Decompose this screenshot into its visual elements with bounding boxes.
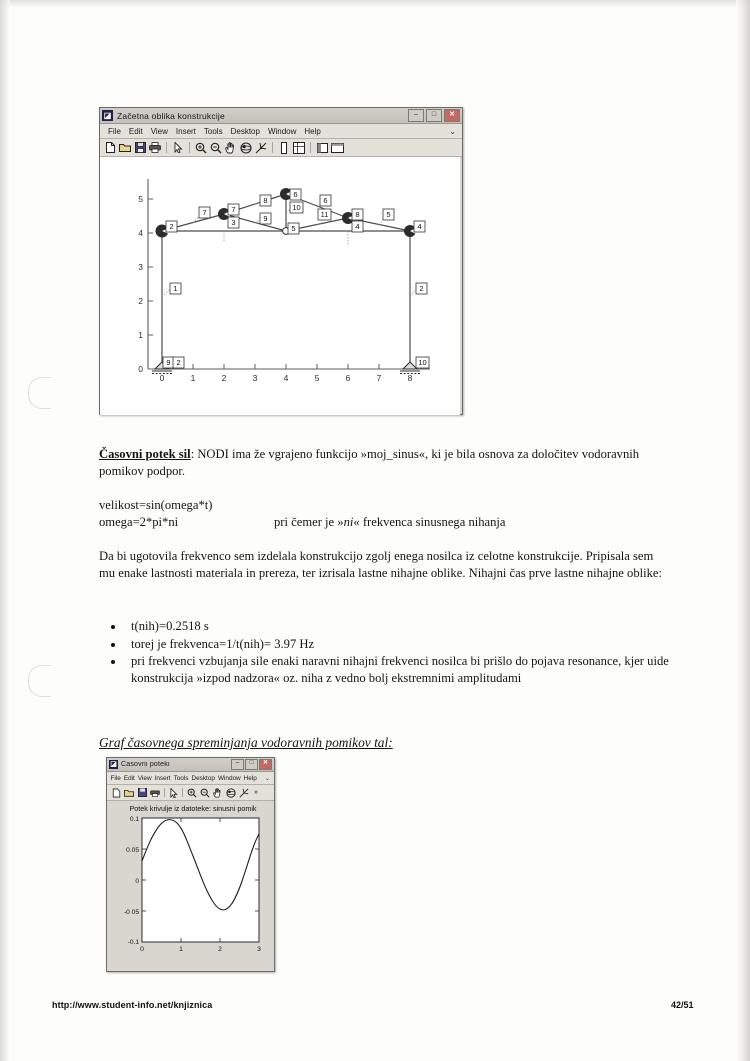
svg-text:2: 2 — [419, 284, 424, 293]
matlab-icon: ◪ — [110, 760, 117, 768]
menu-item-edit[interactable]: Edit — [128, 126, 143, 136]
menu-item-window[interactable]: Window — [267, 126, 297, 136]
toolbar-separator-3 — [272, 142, 273, 153]
svg-text:9: 9 — [166, 358, 171, 367]
formula-note — [274, 514, 506, 531]
formula-note-prefix: pri čemer je » — [274, 514, 344, 529]
toolbar-separator-1 — [166, 142, 167, 153]
maximize-button-figure-1[interactable]: □ — [426, 109, 442, 122]
window-title-figure-2: Časovni poteki — [121, 761, 170, 768]
toolbar-figure-1[interactable] — [100, 139, 462, 157]
svg-text:3: 3 — [257, 946, 261, 953]
sinusni-pomik-plot — [107, 801, 272, 971]
toolbar-overflow-icon[interactable]: » — [254, 789, 258, 796]
svg-text:11: 11 — [320, 210, 329, 219]
svg-text:8: 8 — [263, 196, 268, 205]
titlebar-figure-1[interactable] — [100, 108, 462, 124]
close-button-figure-2[interactable]: ✕ — [259, 759, 272, 770]
toolbar-separator-2 — [182, 788, 183, 797]
svg-text:8: 8 — [407, 373, 413, 383]
toolbar-separator-4 — [310, 142, 311, 153]
paragraph-lead-label: Časovni potek sil — [99, 447, 191, 461]
show-plot-tools-icon[interactable] — [330, 141, 344, 154]
svg-text:4: 4 — [417, 222, 422, 231]
menubar-overflow-icon[interactable]: ⌄ — [449, 126, 456, 136]
svg-text:7: 7 — [376, 373, 382, 383]
formula-velikost — [99, 497, 654, 530]
pan-icon[interactable] — [224, 141, 238, 154]
frame-structure-plot — [100, 157, 460, 415]
svg-text:8: 8 — [355, 210, 360, 219]
svg-text:4: 4 — [138, 228, 143, 238]
menubar-figure-1[interactable] — [100, 124, 462, 139]
close-button-figure-1[interactable]: ✕ — [444, 109, 460, 122]
svg-text:6: 6 — [323, 196, 328, 205]
print-figure-icon[interactable] — [148, 141, 162, 154]
svg-text:1: 1 — [190, 373, 196, 383]
svg-text:0: 0 — [159, 373, 165, 383]
hide-plot-tools-icon[interactable] — [315, 141, 329, 154]
list-item: • torej je frekvenca=1/t(nih)= 3.97 Hz — [125, 636, 700, 653]
paragraph-frekvenca: Da bi ugotovila frekvenco sem izdelala konstrukcijo zgolj enega nosilca iz celotne konstrukcije. Pripisala sem mu enake lastnosti materiala in prereza, ter izrisala lastne nihajne oblike. Nihajni čas prve lastne nihajne oblike: — [99, 549, 663, 580]
footer-page-number: 42/51 — [671, 1000, 694, 1010]
toolbar-separator-2 — [189, 142, 190, 153]
window-controls-figure-2[interactable] — [231, 759, 272, 770]
formula-line-2: omega=2*pi*ni — [99, 514, 179, 529]
menu-item-help[interactable]: Help — [304, 126, 321, 136]
scan-edge-top — [0, 0, 750, 8]
zoom-out-icon[interactable] — [199, 786, 211, 799]
menu-item-window[interactable]: Window — [217, 774, 241, 782]
svg-text:2: 2 — [218, 946, 222, 953]
svg-text:6: 6 — [345, 373, 351, 383]
svg-text:10: 10 — [418, 358, 427, 367]
svg-text:3: 3 — [231, 218, 236, 227]
svg-text:2: 2 — [176, 358, 181, 367]
formula-line-1: velikost=sin(omega*t) — [99, 498, 213, 512]
list-item: • t(nih)=0.2518 s — [125, 618, 700, 635]
pan-icon[interactable] — [212, 786, 224, 799]
svg-text:0: 0 — [135, 878, 139, 885]
scan-edge-left — [0, 0, 10, 1061]
data-cursor-icon[interactable] — [238, 786, 250, 799]
formula-note-italic: ni — [343, 514, 354, 529]
menu-item-view[interactable]: View — [150, 126, 168, 136]
svg-text:-0.1: -0.1 — [127, 939, 139, 946]
menu-item-view[interactable]: View — [137, 774, 152, 782]
menu-item-edit[interactable]: Edit — [123, 774, 135, 782]
window-controls-figure-1[interactable] — [408, 109, 460, 122]
figure-1-plot-canvas — [100, 157, 460, 415]
hole-punch-mark-top — [28, 377, 51, 409]
menu-item-tools[interactable]: Tools — [203, 126, 223, 136]
rotate-3d-icon[interactable] — [225, 786, 237, 799]
menu-item-tools[interactable]: Tools — [173, 774, 189, 782]
figure-2-plot-canvas — [107, 801, 272, 971]
hole-punch-mark-bottom — [28, 665, 51, 697]
svg-text:6: 6 — [293, 190, 298, 199]
svg-text:0.05: 0.05 — [126, 847, 139, 854]
menu-item-insert[interactable]: Insert — [154, 774, 171, 782]
pointer-icon[interactable] — [171, 141, 185, 154]
svg-text:2: 2 — [169, 222, 174, 231]
svg-text:7: 7 — [202, 208, 207, 217]
print-figure-icon[interactable] — [149, 786, 161, 799]
matlab-figure-window-1[interactable] — [99, 107, 463, 415]
insert-colorbar-icon[interactable] — [277, 141, 291, 154]
menu-item-file[interactable]: File — [108, 126, 121, 136]
open-file-icon[interactable] — [118, 141, 132, 154]
svg-text:1: 1 — [179, 946, 183, 953]
minimize-button-figure-2[interactable]: – — [231, 759, 244, 770]
menu-item-desktop[interactable]: Desktop — [230, 126, 260, 136]
formula-line-2-row — [99, 514, 654, 531]
footer-url: http://www.student-info.net/knjiznica — [52, 1000, 213, 1010]
open-file-icon[interactable] — [123, 786, 135, 799]
svg-text:9: 9 — [263, 214, 268, 223]
insert-legend-icon[interactable] — [292, 141, 306, 154]
svg-text:3: 3 — [252, 373, 258, 383]
zoom-in-icon[interactable] — [194, 141, 208, 154]
svg-text:5: 5 — [138, 194, 143, 204]
svg-text:5: 5 — [314, 373, 320, 383]
svg-text:1: 1 — [173, 284, 178, 293]
new-figure-icon[interactable] — [110, 786, 122, 799]
svg-text:0: 0 — [140, 946, 144, 953]
menu-item-file[interactable]: File — [110, 774, 121, 782]
svg-text:7: 7 — [231, 205, 236, 214]
menu-item-insert[interactable]: Insert — [175, 126, 196, 136]
svg-text:5: 5 — [291, 224, 296, 233]
plot-title-figure-2: Potek krivulje iz datoteke: sinusni pomik — [129, 804, 257, 813]
svg-text:1: 1 — [138, 330, 143, 340]
svg-text:5: 5 — [386, 210, 391, 219]
rotate-3d-icon[interactable] — [239, 141, 253, 154]
svg-text:2: 2 — [221, 373, 227, 383]
window-title-figure-1: Začetna oblika konstrukcije — [117, 110, 225, 121]
svg-text:2: 2 — [138, 296, 143, 306]
formula-note-suffix: « frekvenca sinusnega nihanja — [353, 514, 506, 529]
save-figure-icon[interactable] — [133, 141, 147, 154]
toolbar-separator-1 — [164, 788, 165, 797]
zoom-out-icon[interactable] — [209, 141, 223, 154]
paragraph-lead-rest: : NODI ima že vgrajeno funkcijo »moj_sinus«, ki je bila osnova za določitev vodoravnih pomikov podpor. — [99, 447, 640, 478]
data-cursor-icon[interactable] — [254, 141, 268, 154]
menubar-overflow-icon[interactable]: ⌄ — [264, 775, 270, 782]
new-figure-icon[interactable] — [103, 141, 117, 154]
caption-graf-casovnega: Graf časovnega spreminjanja vodoravnih pomikov tal: — [99, 735, 393, 750]
bullet-list-nihajni-cas — [99, 618, 700, 687]
maximize-button-figure-2[interactable]: □ — [245, 759, 258, 770]
svg-text:4: 4 — [355, 222, 360, 231]
svg-text:0.1: 0.1 — [129, 816, 139, 823]
toolbar-figure-2[interactable] — [107, 785, 274, 801]
menubar-figure-2[interactable] — [107, 772, 274, 785]
save-figure-icon[interactable] — [136, 786, 148, 799]
menu-item-help[interactable]: Help — [243, 774, 257, 782]
svg-text:-0 05: -0 05 — [123, 909, 139, 916]
menu-item-desktop[interactable]: Desktop — [191, 774, 215, 782]
zoom-in-icon[interactable] — [186, 786, 198, 799]
minimize-button-figure-1[interactable]: – — [408, 109, 424, 122]
matlab-figure-window-2[interactable] — [106, 757, 275, 972]
svg-text:10: 10 — [292, 203, 301, 212]
svg-text:0: 0 — [138, 364, 143, 374]
svg-text:4: 4 — [283, 373, 289, 383]
paragraph-casovni-potek-sil — [99, 446, 654, 479]
pointer-icon[interactable] — [168, 786, 179, 799]
scan-edge-right — [736, 0, 750, 1061]
list-item: • pri frekvenci vzbujanja sile enaki naravni nihajni frekvenci nosilca bi prišlo do pojava resonance, kjer uide konstrukcija »izpod nadzora« oz. niha z vedno bolj ekstremnimi amplitudami — [125, 653, 700, 686]
matlab-icon: ◪ — [103, 111, 112, 120]
titlebar-figure-2[interactable] — [107, 758, 274, 772]
svg-text:3: 3 — [138, 262, 143, 272]
